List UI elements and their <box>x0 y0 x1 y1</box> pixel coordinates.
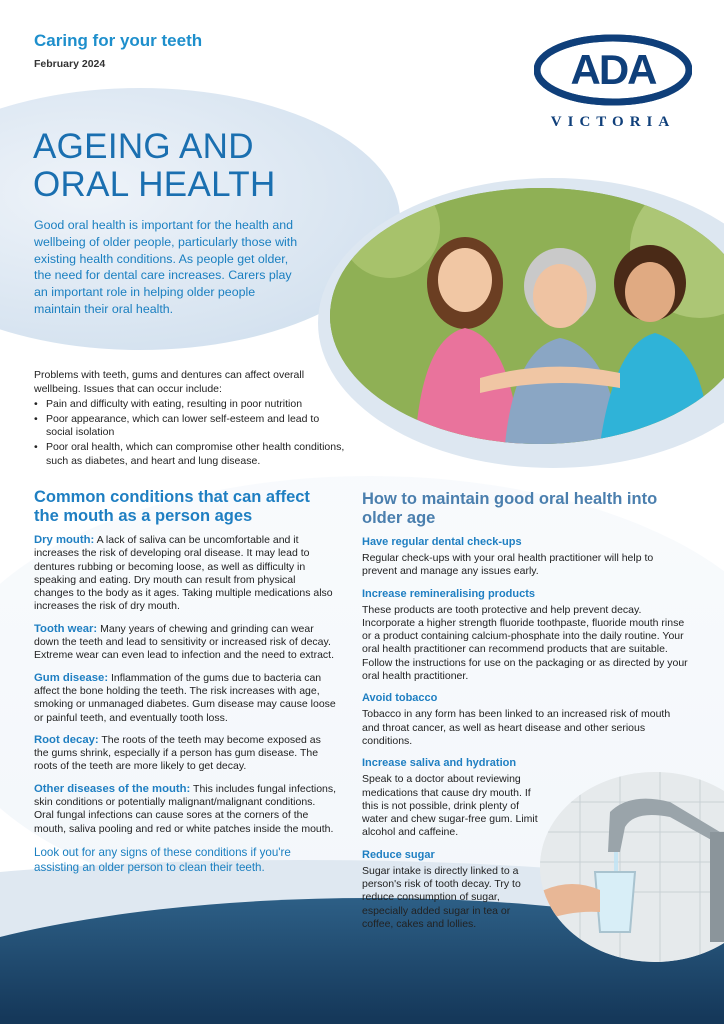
condition-text: Many years of chewing and grinding can wear down the teeth and lead to sensitivity or increased risk of decay. Extreme wear can even lead to infection and the need to extract. <box>34 622 335 662</box>
ada-logo-mark <box>534 34 692 114</box>
condition-title: Other diseases of the mouth: <box>34 782 191 795</box>
family-photo-illustration <box>330 188 724 444</box>
condition-text: A lack of saliva can be uncomfortable and it increases the risk of developing oral disease. It may lead to dentures rubbing or becoming loose, as well as difficulty in speaking and eating. Dry mouth can result from physical changes to the body as it ages. Taking multiple medications also increases the risk of dry mouth. <box>34 534 333 613</box>
tip-text: Sugar intake is directly linked to a person's risk of tooth decay. Try to reduce consumption of sugar, especially added sugar in tea or coffee, cakes and lollies. <box>362 864 521 930</box>
list-item: • Pain and difficulty with eating, resulting in poor nutrition <box>34 398 346 412</box>
tip-title: Have regular dental check-ups <box>362 536 522 548</box>
condition-text: This includes fungal infections, skin conditions or potentially malignant/malignant conditions. Oral fungal infections can cause sores at the corners of the mouth, saliva pooling and red or white patches inside the mouth. <box>34 782 337 835</box>
tip-text: Tobacco in any form has been linked to an increased risk of mouth and throat cancer, as well as heart disease and other serious conditions. <box>362 708 671 747</box>
condition-title: Gum disease: <box>34 671 109 684</box>
condition-tooth-wear <box>34 623 338 663</box>
condition-text: The roots of the teeth may become exposed as the gums shrink, especially if a person has gum disease. The roots of the teeth are more likely to get decay. <box>34 733 321 773</box>
page-title-line-1: AGEING AND <box>33 127 254 166</box>
tip-title: Increase saliva and hydration <box>362 757 517 770</box>
tip-title: Increase remineralising products <box>362 587 536 600</box>
maintain-heading: How to maintain good oral health into older age <box>362 490 658 527</box>
logo-wordmark: VICTORIA <box>550 114 676 130</box>
publication-date: February 2024 <box>34 58 106 70</box>
svg-text:ADA: ADA <box>570 46 656 93</box>
list-item: • Poor appearance, which can lower self-esteem and lead to social isolation <box>34 413 346 440</box>
problems-list <box>34 398 346 469</box>
condition-gum-disease <box>34 672 338 725</box>
list-item: • Poor oral health, which can compromise other health conditions, such as diabetes, and heart and lung disease. <box>34 441 346 468</box>
condition-title: Tooth wear: <box>34 622 98 635</box>
problems-section <box>34 369 346 468</box>
conditions-heading: Common conditions that can affect the mouth as a person ages <box>34 488 310 525</box>
conditions-column <box>34 488 338 876</box>
condition-dry-mouth <box>34 534 338 614</box>
condition-title: Dry mouth: <box>34 534 95 546</box>
intro-paragraph: Good oral health is important for the health and wellbeing of older people, particularly those with existing health conditions. As people get older, the need for dental care increases. Carers play an important role in helping older people maintain their oral health. <box>34 218 298 316</box>
condition-text: Inflammation of the gums due to bacteria can affect the bone holding the teeth. The risk increases with age, smoking or unmanaged diabetes. Gum disease may cause loose or painful teeth, and eventually tooth loss. <box>34 671 336 724</box>
family-photo <box>330 188 724 444</box>
condition-root-decay <box>34 734 338 774</box>
page-title <box>33 128 323 204</box>
ada-victoria-logo <box>534 34 692 130</box>
problems-lead: Problems with teeth, gums and dentures can affect overall wellbeing. Issues that can occur include: <box>34 369 305 395</box>
conditions-note: Look out for any signs of these conditions if you're assisting an older person to clean their teeth. <box>34 845 291 875</box>
series-title: Caring for your teeth <box>34 31 203 50</box>
tip-text: Regular check-ups with your oral health practitioner will help to prevent and manage any issues early. <box>362 552 654 578</box>
tip-text: These products are tooth protective and help prevent decay. Incorporate a higher strength fluoride toothpaste, fluoride mouth rinse or a product containing calcium-phosphate into the daily routine. Your oral health practitioner can recommend products that are suitable. Follow the instructions for use on the packaging or as directed by your oral health practitioner. <box>362 603 688 683</box>
condition-title: Root decay: <box>34 733 99 746</box>
tip-title: Reduce sugar <box>362 848 435 861</box>
tip-text: Speak to a doctor about reviewing medications that cause dry mouth. If this is not possible, drink plenty of water and chew sugar-free gum. Limit alcohol and caffeine. <box>362 773 538 839</box>
tip-title: Avoid tobacco <box>362 692 438 705</box>
page-title-line-2: ORAL HEALTH <box>33 165 276 204</box>
condition-other-diseases <box>34 783 338 836</box>
